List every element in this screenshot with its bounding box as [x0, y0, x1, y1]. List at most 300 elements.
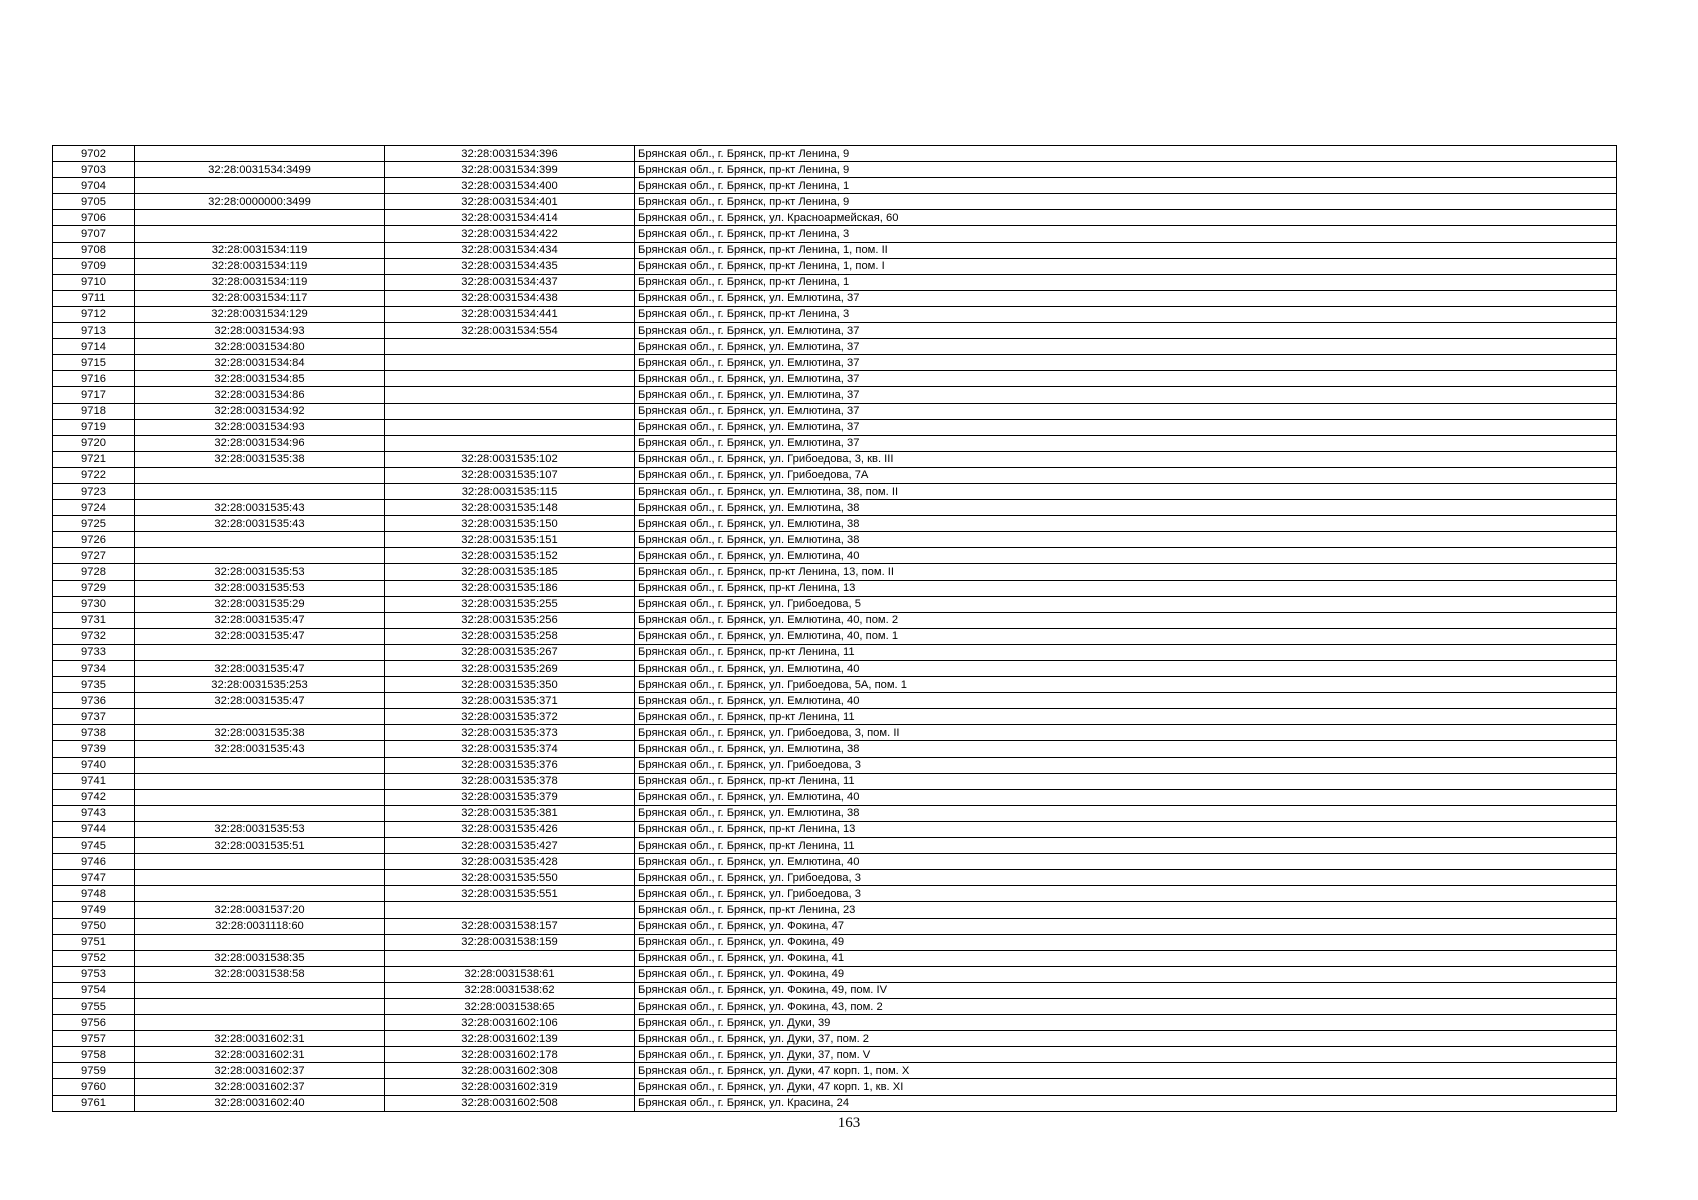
previous-cadastral-number-cell [135, 982, 385, 998]
address-cell: Брянская обл., г. Брянск, пр-кт Ленина, 9 [635, 162, 1617, 178]
previous-cadastral-number-cell: 32:28:0031534:119 [135, 258, 385, 274]
address-cell: Брянская обл., г. Брянск, ул. Емлютина, 37 [635, 290, 1617, 306]
cadastral-number-cell [385, 355, 635, 371]
address-cell: Брянская обл., г. Брянск, пр-кт Ленина, 11 [635, 773, 1617, 789]
row-number-cell: 9739 [53, 741, 135, 757]
table-row [53, 403, 1617, 419]
row-number-cell: 9744 [53, 821, 135, 837]
table-row [53, 773, 1617, 789]
row-number-cell: 9707 [53, 226, 135, 242]
previous-cadastral-number-cell: 32:28:0031535:29 [135, 596, 385, 612]
cadastral-number-cell: 32:28:0031535:550 [385, 870, 635, 886]
table-row [53, 661, 1617, 677]
row-number-cell: 9703 [53, 162, 135, 178]
row-number-cell: 9724 [53, 500, 135, 516]
address-cell: Брянская обл., г. Брянск, ул. Фокина, 49, пом. IV [635, 982, 1617, 998]
table-row [53, 725, 1617, 741]
cadastral-number-cell: 32:28:0031535:551 [385, 886, 635, 902]
table-row [53, 854, 1617, 870]
address-cell: Брянская обл., г. Брянск, ул. Емлютина, 37 [635, 355, 1617, 371]
row-number-cell: 9758 [53, 1047, 135, 1063]
address-cell: Брянская обл., г. Брянск, ул. Емлютина, 40 [635, 548, 1617, 564]
previous-cadastral-number-cell: 32:28:0031602:37 [135, 1063, 385, 1079]
address-cell: Брянская обл., г. Брянск, пр-кт Ленина, 3 [635, 306, 1617, 322]
address-cell: Брянская обл., г. Брянск, ул. Емлютина, 38 [635, 532, 1617, 548]
previous-cadastral-number-cell: 32:28:0031535:51 [135, 838, 385, 854]
table-row [53, 146, 1617, 162]
cadastral-number-cell: 32:28:0031534:400 [385, 178, 635, 194]
cadastral-number-cell: 32:28:0031538:157 [385, 918, 635, 934]
table-row [53, 1079, 1617, 1095]
address-cell: Брянская обл., г. Брянск, ул. Дуки, 47 корп. 1, пом. X [635, 1063, 1617, 1079]
previous-cadastral-number-cell: 32:28:0031535:53 [135, 821, 385, 837]
previous-cadastral-number-cell [135, 886, 385, 902]
address-cell: Брянская обл., г. Брянск, ул. Фокина, 43, пом. 2 [635, 998, 1617, 1014]
address-cell: Брянская обл., г. Брянск, ул. Дуки, 47 корп. 1, кв. XI [635, 1079, 1617, 1095]
address-cell: Брянская обл., г. Брянск, ул. Грибоедова, 3, кв. III [635, 451, 1617, 467]
cadastral-number-cell [385, 387, 635, 403]
row-number-cell: 9742 [53, 789, 135, 805]
table-row [53, 371, 1617, 387]
row-number-cell: 9725 [53, 516, 135, 532]
cadastral-number-cell: 32:28:0031535:255 [385, 596, 635, 612]
address-cell: Брянская обл., г. Брянск, ул. Грибоедова, 3 [635, 757, 1617, 773]
previous-cadastral-number-cell: 32:28:0031537:20 [135, 902, 385, 918]
address-cell: Брянская обл., г. Брянск, пр-кт Ленина, 11 [635, 644, 1617, 660]
address-cell: Брянская обл., г. Брянск, пр-кт Ленина, 3 [635, 226, 1617, 242]
address-cell: Брянская обл., г. Брянск, ул. Грибоедова, 5 [635, 596, 1617, 612]
table-row [53, 306, 1617, 322]
table-row [53, 612, 1617, 628]
row-number-cell: 9735 [53, 677, 135, 693]
row-number-cell: 9712 [53, 306, 135, 322]
previous-cadastral-number-cell [135, 870, 385, 886]
previous-cadastral-number-cell: 32:28:0031535:47 [135, 628, 385, 644]
table-row [53, 757, 1617, 773]
table-row [53, 1047, 1617, 1063]
row-number-cell: 9757 [53, 1031, 135, 1047]
row-number-cell: 9708 [53, 242, 135, 258]
table-row [53, 918, 1617, 934]
cadastral-number-cell [385, 339, 635, 355]
previous-cadastral-number-cell: 32:28:0031534:85 [135, 371, 385, 387]
address-cell: Брянская обл., г. Брянск, ул. Дуки, 37, пом. 2 [635, 1031, 1617, 1047]
address-cell: Брянская обл., г. Брянск, ул. Красина, 24 [635, 1095, 1617, 1111]
previous-cadastral-number-cell: 32:28:0031534:117 [135, 290, 385, 306]
table-row [53, 516, 1617, 532]
address-cell: Брянская обл., г. Брянск, ул. Емлютина, 40, пом. 1 [635, 628, 1617, 644]
cadastral-number-cell: 32:28:0031535:185 [385, 564, 635, 580]
previous-cadastral-number-cell: 32:28:0031535:43 [135, 500, 385, 516]
cadastral-number-cell: 32:28:0031535:258 [385, 628, 635, 644]
address-cell: Брянская обл., г. Брянск, ул. Емлютина, 37 [635, 323, 1617, 339]
table-row [53, 194, 1617, 210]
row-number-cell: 9738 [53, 725, 135, 741]
register-table [52, 145, 1617, 1112]
table-row [53, 1095, 1617, 1111]
previous-cadastral-number-cell: 32:28:0031534:93 [135, 419, 385, 435]
cadastral-number-cell [385, 419, 635, 435]
row-number-cell: 9727 [53, 548, 135, 564]
cadastral-number-cell: 32:28:0031538:65 [385, 998, 635, 1014]
address-cell: Брянская обл., г. Брянск, ул. Фокина, 41 [635, 950, 1617, 966]
address-cell: Брянская обл., г. Брянск, пр-кт Ленина, 13, пом. II [635, 564, 1617, 580]
row-number-cell: 9760 [53, 1079, 135, 1095]
table-row [53, 982, 1617, 998]
cadastral-number-cell: 32:28:0031535:426 [385, 821, 635, 837]
address-cell: Брянская обл., г. Брянск, ул. Емлютина, 40, пом. 2 [635, 612, 1617, 628]
row-number-cell: 9759 [53, 1063, 135, 1079]
cadastral-number-cell: 32:28:0031538:61 [385, 966, 635, 982]
address-cell: Брянская обл., г. Брянск, пр-кт Ленина, 1 [635, 178, 1617, 194]
row-number-cell: 9740 [53, 757, 135, 773]
cadastral-number-cell: 32:28:0031534:399 [385, 162, 635, 178]
table-row [53, 838, 1617, 854]
cadastral-number-cell: 32:28:0031534:422 [385, 226, 635, 242]
table-row [53, 387, 1617, 403]
previous-cadastral-number-cell [135, 644, 385, 660]
row-number-cell: 9720 [53, 435, 135, 451]
address-cell: Брянская обл., г. Брянск, ул. Емлютина, 38 [635, 741, 1617, 757]
cadastral-number-cell: 32:28:0031535:256 [385, 612, 635, 628]
row-number-cell: 9761 [53, 1095, 135, 1111]
address-cell: Брянская обл., г. Брянск, ул. Грибоедова, 3 [635, 886, 1617, 902]
cadastral-number-cell: 32:28:0031534:441 [385, 306, 635, 322]
address-cell: Брянская обл., г. Брянск, пр-кт Ленина, 9 [635, 146, 1617, 162]
previous-cadastral-number-cell [135, 805, 385, 821]
cadastral-number-cell: 32:28:0031535:371 [385, 693, 635, 709]
table-row [53, 258, 1617, 274]
table-row [53, 693, 1617, 709]
previous-cadastral-number-cell: 32:28:0031534:84 [135, 355, 385, 371]
address-cell: Брянская обл., г. Брянск, ул. Грибоедова, 3 [635, 870, 1617, 886]
address-cell: Брянская обл., г. Брянск, ул. Емлютина, 38 [635, 500, 1617, 516]
row-number-cell: 9750 [53, 918, 135, 934]
cadastral-number-cell [385, 902, 635, 918]
row-number-cell: 9741 [53, 773, 135, 789]
address-cell: Брянская обл., г. Брянск, пр-кт Ленина, 1 [635, 274, 1617, 290]
previous-cadastral-number-cell: 32:28:0031534:80 [135, 339, 385, 355]
address-cell: Брянская обл., г. Брянск, пр-кт Ленина, 13 [635, 821, 1617, 837]
previous-cadastral-number-cell [135, 773, 385, 789]
cadastral-number-cell: 32:28:0031535:186 [385, 580, 635, 596]
table-row [53, 323, 1617, 339]
address-cell: Брянская обл., г. Брянск, ул. Емлютина, 37 [635, 419, 1617, 435]
address-cell: Брянская обл., г. Брянск, ул. Грибоедова, 5А, пом. 1 [635, 677, 1617, 693]
table-row [53, 210, 1617, 226]
cadastral-number-cell: 32:28:0031534:434 [385, 242, 635, 258]
page-number: 163 [837, 1115, 861, 1131]
cadastral-number-cell [385, 435, 635, 451]
row-number-cell: 9736 [53, 693, 135, 709]
address-cell: Брянская обл., г. Брянск, ул. Грибоедова, 3, пом. II [635, 725, 1617, 741]
cadastral-number-cell: 32:28:0031534:554 [385, 323, 635, 339]
previous-cadastral-number-cell [135, 934, 385, 950]
previous-cadastral-number-cell: 32:28:0031535:38 [135, 451, 385, 467]
address-cell: Брянская обл., г. Брянск, пр-кт Ленина, 13 [635, 580, 1617, 596]
table-row [53, 870, 1617, 886]
cadastral-number-cell: 32:28:0031538:159 [385, 934, 635, 950]
table-row [53, 709, 1617, 725]
previous-cadastral-number-cell [135, 709, 385, 725]
table-row [53, 1031, 1617, 1047]
table-row [53, 628, 1617, 644]
address-cell: Брянская обл., г. Брянск, пр-кт Ленина, 11 [635, 709, 1617, 725]
cadastral-number-cell: 32:28:0031534:438 [385, 290, 635, 306]
previous-cadastral-number-cell: 32:28:0031535:47 [135, 612, 385, 628]
row-number-cell: 9756 [53, 1015, 135, 1031]
table-row [53, 274, 1617, 290]
cadastral-number-cell: 32:28:0031535:102 [385, 451, 635, 467]
table-row [53, 564, 1617, 580]
address-cell: Брянская обл., г. Брянск, ул. Емлютина, 37 [635, 371, 1617, 387]
address-cell: Брянская обл., г. Брянск, ул. Дуки, 39 [635, 1015, 1617, 1031]
row-number-cell: 9730 [53, 596, 135, 612]
row-number-cell: 9746 [53, 854, 135, 870]
cadastral-number-cell: 32:28:0031535:151 [385, 532, 635, 548]
cadastral-number-cell: 32:28:0031602:508 [385, 1095, 635, 1111]
address-cell: Брянская обл., г. Брянск, ул. Емлютина, 40 [635, 854, 1617, 870]
cadastral-number-cell: 32:28:0031535:152 [385, 548, 635, 564]
row-number-cell: 9737 [53, 709, 135, 725]
previous-cadastral-number-cell: 32:28:0031534:93 [135, 323, 385, 339]
address-cell: Брянская обл., г. Брянск, ул. Дуки, 37, пом. V [635, 1047, 1617, 1063]
address-cell: Брянская обл., г. Брянск, ул. Емлютина, 40 [635, 661, 1617, 677]
previous-cadastral-number-cell [135, 178, 385, 194]
table-row [53, 644, 1617, 660]
table-row [53, 532, 1617, 548]
cadastral-number-cell: 32:28:0031535:148 [385, 500, 635, 516]
table-row [53, 934, 1617, 950]
cadastral-number-cell: 32:28:0031535:150 [385, 516, 635, 532]
cadastral-number-cell: 32:28:0031535:350 [385, 677, 635, 693]
previous-cadastral-number-cell: 32:28:0031535:47 [135, 693, 385, 709]
table-row [53, 500, 1617, 516]
previous-cadastral-number-cell: 32:28:0031534:92 [135, 403, 385, 419]
row-number-cell: 9749 [53, 902, 135, 918]
cadastral-number-cell: 32:28:0031602:319 [385, 1079, 635, 1095]
address-cell: Брянская обл., г. Брянск, ул. Емлютина, 37 [635, 339, 1617, 355]
cadastral-number-cell: 32:28:0031602:106 [385, 1015, 635, 1031]
table-row [53, 677, 1617, 693]
cadastral-number-cell: 32:28:0031534:414 [385, 210, 635, 226]
address-cell: Брянская обл., г. Брянск, ул. Красноармейская, 60 [635, 210, 1617, 226]
row-number-cell: 9709 [53, 258, 135, 274]
row-number-cell: 9745 [53, 838, 135, 854]
table-row [53, 339, 1617, 355]
row-number-cell: 9747 [53, 870, 135, 886]
table-row [53, 162, 1617, 178]
previous-cadastral-number-cell [135, 548, 385, 564]
cadastral-number-cell: 32:28:0031602:139 [385, 1031, 635, 1047]
address-cell: Брянская обл., г. Брянск, пр-кт Ленина, 23 [635, 902, 1617, 918]
address-cell: Брянская обл., г. Брянск, ул. Емлютина, 37 [635, 403, 1617, 419]
table-row [53, 451, 1617, 467]
row-number-cell: 9733 [53, 644, 135, 660]
cadastral-number-cell: 32:28:0031535:381 [385, 805, 635, 821]
table-row [53, 1015, 1617, 1031]
previous-cadastral-number-cell: 32:28:0031602:31 [135, 1047, 385, 1063]
row-number-cell: 9723 [53, 483, 135, 499]
previous-cadastral-number-cell [135, 789, 385, 805]
previous-cadastral-number-cell: 32:28:0031118:60 [135, 918, 385, 934]
table-row [53, 178, 1617, 194]
previous-cadastral-number-cell [135, 532, 385, 548]
row-number-cell: 9728 [53, 564, 135, 580]
table-row [53, 580, 1617, 596]
cadastral-number-cell: 32:28:0031535:378 [385, 773, 635, 789]
address-cell: Брянская обл., г. Брянск, пр-кт Ленина, 1, пом. II [635, 242, 1617, 258]
cadastral-number-cell: 32:28:0031535:115 [385, 483, 635, 499]
table-row [53, 886, 1617, 902]
table-row [53, 548, 1617, 564]
row-number-cell: 9711 [53, 290, 135, 306]
table-row [53, 950, 1617, 966]
cadastral-number-cell: 32:28:0031535:374 [385, 741, 635, 757]
row-number-cell: 9717 [53, 387, 135, 403]
table-row [53, 226, 1617, 242]
row-number-cell: 9718 [53, 403, 135, 419]
row-number-cell: 9726 [53, 532, 135, 548]
row-number-cell: 9702 [53, 146, 135, 162]
cadastral-number-cell: 32:28:0031534:401 [385, 194, 635, 210]
previous-cadastral-number-cell: 32:28:0031535:38 [135, 725, 385, 741]
previous-cadastral-number-cell: 32:28:0031535:43 [135, 516, 385, 532]
table-row [53, 290, 1617, 306]
address-cell: Брянская обл., г. Брянск, ул. Емлютина, 37 [635, 435, 1617, 451]
previous-cadastral-number-cell [135, 483, 385, 499]
address-cell: Брянская обл., г. Брянск, ул. Фокина, 49 [635, 934, 1617, 950]
row-number-cell: 9710 [53, 274, 135, 290]
previous-cadastral-number-cell [135, 757, 385, 773]
previous-cadastral-number-cell [135, 1015, 385, 1031]
row-number-cell: 9755 [53, 998, 135, 1014]
cadastral-number-cell: 32:28:0031538:62 [385, 982, 635, 998]
cadastral-number-cell: 32:28:0031534:396 [385, 146, 635, 162]
row-number-cell: 9734 [53, 661, 135, 677]
table-row [53, 998, 1617, 1014]
address-cell: Брянская обл., г. Брянск, ул. Фокина, 49 [635, 966, 1617, 982]
cadastral-number-cell [385, 950, 635, 966]
cadastral-number-cell: 32:28:0031535:373 [385, 725, 635, 741]
row-number-cell: 9706 [53, 210, 135, 226]
previous-cadastral-number-cell [135, 998, 385, 1014]
cadastral-number-cell: 32:28:0031535:107 [385, 467, 635, 483]
row-number-cell: 9729 [53, 580, 135, 596]
table-row [53, 467, 1617, 483]
previous-cadastral-number-cell: 32:28:0031534:86 [135, 387, 385, 403]
previous-cadastral-number-cell [135, 226, 385, 242]
register-table-body [53, 146, 1617, 1112]
previous-cadastral-number-cell: 32:28:0031535:43 [135, 741, 385, 757]
previous-cadastral-number-cell: 32:28:0000000:3499 [135, 194, 385, 210]
previous-cadastral-number-cell: 32:28:0031535:47 [135, 661, 385, 677]
row-number-cell: 9752 [53, 950, 135, 966]
previous-cadastral-number-cell: 32:28:0031535:253 [135, 677, 385, 693]
previous-cadastral-number-cell: 32:28:0031602:37 [135, 1079, 385, 1095]
address-cell: Брянская обл., г. Брянск, пр-кт Ленина, 9 [635, 194, 1617, 210]
address-cell: Брянская обл., г. Брянск, пр-кт Ленина, 11 [635, 838, 1617, 854]
row-number-cell: 9704 [53, 178, 135, 194]
table-row [53, 966, 1617, 982]
row-number-cell: 9714 [53, 339, 135, 355]
row-number-cell: 9719 [53, 419, 135, 435]
previous-cadastral-number-cell: 32:28:0031534:129 [135, 306, 385, 322]
row-number-cell: 9705 [53, 194, 135, 210]
row-number-cell: 9753 [53, 966, 135, 982]
previous-cadastral-number-cell [135, 146, 385, 162]
table-row [53, 242, 1617, 258]
cadastral-number-cell [385, 371, 635, 387]
cadastral-number-cell: 32:28:0031602:178 [385, 1047, 635, 1063]
cadastral-number-cell [385, 403, 635, 419]
address-cell: Брянская обл., г. Брянск, ул. Емлютина, 40 [635, 693, 1617, 709]
row-number-cell: 9731 [53, 612, 135, 628]
table-row [53, 789, 1617, 805]
table-row [53, 821, 1617, 837]
previous-cadastral-number-cell: 32:28:0031535:53 [135, 580, 385, 596]
row-number-cell: 9732 [53, 628, 135, 644]
previous-cadastral-number-cell: 32:28:0031534:3499 [135, 162, 385, 178]
address-cell: Брянская обл., г. Брянск, ул. Емлютина, 38 [635, 805, 1617, 821]
row-number-cell: 9722 [53, 467, 135, 483]
previous-cadastral-number-cell: 32:28:0031534:119 [135, 274, 385, 290]
row-number-cell: 9743 [53, 805, 135, 821]
table-row [53, 596, 1617, 612]
cadastral-number-cell: 32:28:0031535:267 [385, 644, 635, 660]
previous-cadastral-number-cell: 32:28:0031535:53 [135, 564, 385, 580]
table-row [53, 355, 1617, 371]
table-row [53, 419, 1617, 435]
previous-cadastral-number-cell: 32:28:0031538:35 [135, 950, 385, 966]
previous-cadastral-number-cell [135, 210, 385, 226]
table-row [53, 741, 1617, 757]
table-row [53, 1063, 1617, 1079]
row-number-cell: 9751 [53, 934, 135, 950]
row-number-cell: 9716 [53, 371, 135, 387]
cadastral-number-cell: 32:28:0031535:427 [385, 838, 635, 854]
address-cell: Брянская обл., г. Брянск, ул. Емлютина, 37 [635, 387, 1617, 403]
previous-cadastral-number-cell: 32:28:0031538:58 [135, 966, 385, 982]
address-cell: Брянская обл., г. Брянск, ул. Емлютина, 38, пом. II [635, 483, 1617, 499]
table-row [53, 435, 1617, 451]
address-cell: Брянская обл., г. Брянск, пр-кт Ленина, 1, пом. I [635, 258, 1617, 274]
cadastral-number-cell: 32:28:0031602:308 [385, 1063, 635, 1079]
row-number-cell: 9713 [53, 323, 135, 339]
row-number-cell: 9748 [53, 886, 135, 902]
cadastral-number-cell: 32:28:0031535:372 [385, 709, 635, 725]
previous-cadastral-number-cell: 32:28:0031602:31 [135, 1031, 385, 1047]
table-row [53, 902, 1617, 918]
previous-cadastral-number-cell: 32:28:0031534:96 [135, 435, 385, 451]
cadastral-number-cell: 32:28:0031534:435 [385, 258, 635, 274]
row-number-cell: 9721 [53, 451, 135, 467]
previous-cadastral-number-cell: 32:28:0031602:40 [135, 1095, 385, 1111]
previous-cadastral-number-cell [135, 467, 385, 483]
cadastral-number-cell: 32:28:0031534:437 [385, 274, 635, 290]
cadastral-number-cell: 32:28:0031535:269 [385, 661, 635, 677]
cadastral-number-cell: 32:28:0031535:379 [385, 789, 635, 805]
address-cell: Брянская обл., г. Брянск, ул. Фокина, 47 [635, 918, 1617, 934]
cadastral-number-cell: 32:28:0031535:376 [385, 757, 635, 773]
previous-cadastral-number-cell: 32:28:0031534:119 [135, 242, 385, 258]
address-cell: Брянская обл., г. Брянск, ул. Емлютина, 40 [635, 789, 1617, 805]
address-cell: Брянская обл., г. Брянск, ул. Емлютина, 38 [635, 516, 1617, 532]
cadastral-number-cell: 32:28:0031535:428 [385, 854, 635, 870]
previous-cadastral-number-cell [135, 854, 385, 870]
address-cell: Брянская обл., г. Брянск, ул. Грибоедова, 7А [635, 467, 1617, 483]
table-row [53, 483, 1617, 499]
